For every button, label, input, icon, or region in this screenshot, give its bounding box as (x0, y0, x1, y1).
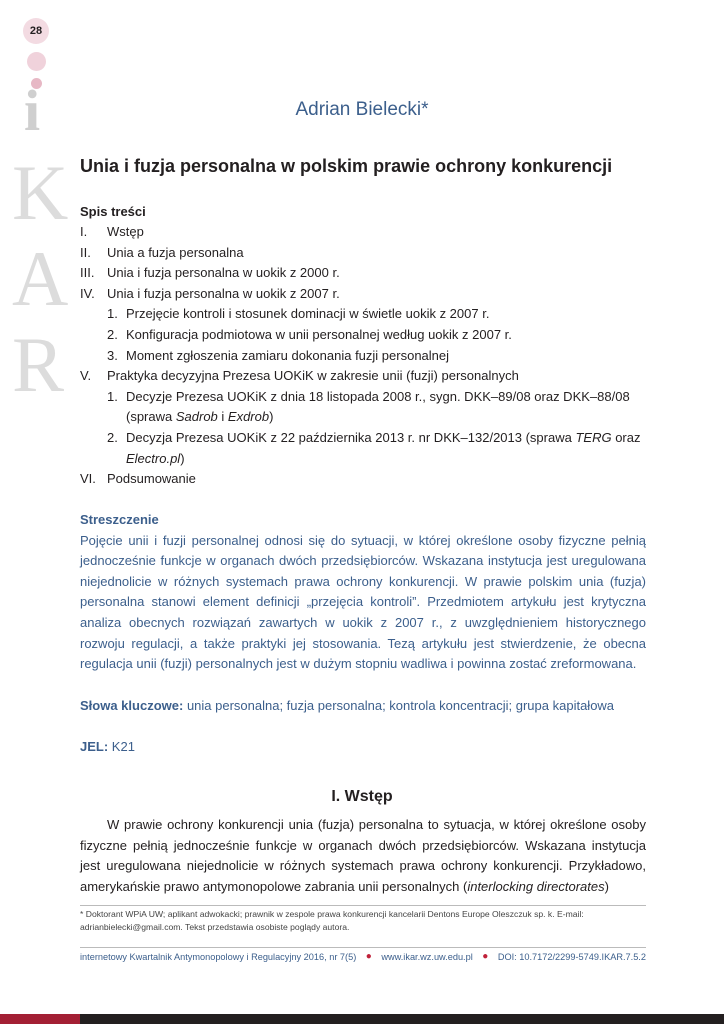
keywords (80, 696, 646, 716)
toc-subitem (80, 346, 646, 367)
toc-number: III. (80, 265, 95, 281)
footnote-divider (80, 905, 646, 906)
abstract-heading: Streszczenie (80, 512, 159, 527)
bottom-bar-accent (0, 1014, 80, 1024)
footer-website[interactable]: www.ikar.wz.uw.edu.pl (381, 951, 473, 962)
footer-doi: DOI: 10.7172/2299-5749.IKAR.7.5.2 (497, 951, 646, 962)
jel-code (80, 737, 135, 757)
toc-item (80, 263, 646, 284)
keywords-label: Słowa kluczowe: (80, 698, 184, 713)
toc-number: VI. (80, 471, 96, 487)
toc-text: Wstęp (107, 224, 144, 239)
toc-text: Podsumowanie (107, 471, 196, 487)
toc-subitem (80, 428, 646, 469)
logo-letter-r: R (12, 321, 65, 408)
jel-label: JEL: (80, 739, 109, 754)
keywords-text: unia personalna; fuzja personalna; kontrola koncentracji; grupa kapitałowa (186, 698, 615, 713)
logo-letter-a: A (12, 235, 69, 322)
toc-item (80, 222, 646, 243)
toc-number: 1. (107, 306, 118, 322)
abstract-text: Pojęcie unii i fuzji personalnej odnosi się do sytuacji, w której określone osoby fizyczne pełnią jednocześnie funkcje w organach dwóch przedsiębiorców. Wskazana instytucja jest uregulowana niejednolicie w różnych systemach prawa ochrony konkurencji. W prawie polskim unia (fuzja) personalna stanowi element definicji „przejęcia kontroli”. Przedmiotem artykułu jest krytyczna analiza obecnych rozwiązań zawartych w uokik z 2007 r., z uwzględnieniem historycznego rozwoju regulacji, a także praktyki jej stosowania. Tezą artykułu jest stwierdzenie, że obecna regulacja unii (fuzji) personalnych jest w dużym stopniu wadliwa i powinna zostać zreformowana. (80, 532, 646, 672)
footnote: * Doktorant WPiA UW; aplikant adwokacki; prawnik w zespole prawa konkurencji kancelarii Dentons Europe Oleszczuk sp. k. E-mail: adrianbielecki@gmail.com. Tekst przedstawia osobiste poglądy autora. (80, 909, 584, 932)
logo-dot-large (27, 52, 46, 71)
toc-number: II. (80, 244, 91, 260)
toc-item (80, 366, 646, 387)
toc-text: Konfiguracja podmiotowa w unii personalnej według uokik z 2007 r. (126, 326, 512, 342)
toc-number: 1. (107, 388, 118, 404)
article-title: Unia i fuzja personalna w polskim prawie ochrony konkurencji (80, 156, 613, 176)
logo-letter-i: i (24, 78, 41, 143)
toc-text: Unia i fuzja personalna w uokik z 2007 r. (107, 285, 340, 301)
toc-item (80, 469, 646, 490)
logo-letter-k: K (12, 149, 69, 236)
page-number: 28 (23, 18, 49, 44)
footer-journal: internetowy Kwartalnik Antymonopolowy i Regulacyjny 2016, nr 7(5) (80, 951, 357, 962)
bottom-bar (80, 1014, 724, 1024)
toc-text: Decyzja Prezesa UOKiK z 22 października 2013 r. nr DKK–132/2013 (sprawa TERG oraz Electro.pl) (126, 429, 641, 466)
toc-text: Praktyka decyzyjna Prezesa UOKiK w zakresie unii (fuzji) personalnych (107, 368, 519, 384)
toc-number: V. (80, 368, 92, 384)
toc-subitem (80, 304, 646, 325)
footer-bullet: ● (482, 951, 489, 962)
page-footer (80, 951, 646, 962)
toc-number: 3. (107, 347, 118, 363)
toc-item (80, 243, 646, 264)
toc-subitem (80, 387, 646, 428)
toc-subitem (80, 325, 646, 346)
toc-text: Decyzje Prezesa UOKiK z dnia 18 listopada 2008 r., sygn. DKK–89/08 oraz DKK–88/08 (sprawa Sadrob i Exdrob) (126, 388, 630, 425)
footer-bullet: ● (365, 951, 372, 962)
toc-text: Unia a fuzja personalna (107, 244, 244, 260)
toc-text: Przejęcie kontroli i stosunek dominacji w świetle uokik z 2007 r. (126, 306, 490, 322)
toc-heading: Spis treści (80, 204, 146, 219)
author: Adrian Bielecki* (295, 99, 429, 120)
toc-number: 2. (107, 326, 118, 342)
toc-number: I. (80, 224, 88, 239)
toc-text: Moment zgłoszenia zamiaru dokonania fuzji personalnej (126, 347, 450, 363)
table-of-contents (80, 202, 646, 490)
section-heading: I. Wstęp (331, 788, 393, 805)
toc-number: 2. (107, 429, 118, 445)
footer-divider (80, 947, 646, 948)
jel-text: K21 (111, 739, 135, 754)
toc-item (80, 284, 646, 305)
body-paragraph: W prawie ochrony konkurencji unia (fuzja) personalna to sytuacja, w której określone osoby fizyczne pełnią jednocześnie funkcje w organach dwóch przedsiębiorców. Wskazana instytucja jest uregulowana niejednolicie w różnych systemach prawa ochrony konkurencji. Przykładowo, amerykańskie prawo antymonopolowe zabrania unii personalnych (interlocking directorates) (80, 817, 646, 894)
toc-text: Unia i fuzja personalna w uokik z 2000 r. (107, 265, 340, 281)
abstract (80, 510, 646, 675)
toc-number: IV. (80, 285, 95, 301)
